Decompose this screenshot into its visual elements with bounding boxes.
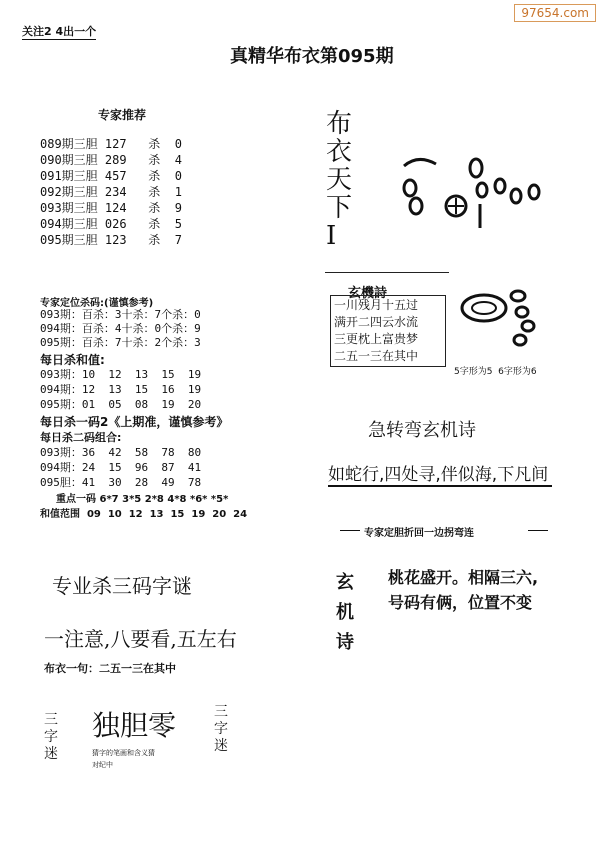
daily-sum-row: 093期：10 12 13 15 19 [40, 368, 202, 381]
key-code: 重点一码 6*7 3*5 2*8 4*8 *6* *5* [56, 494, 229, 505]
poem-caption: 5字形为5 6字形为6 [454, 367, 537, 377]
expert-table [40, 136, 182, 248]
riddle-right-label: 三 字 迷 [214, 704, 228, 754]
daily-two-row: 094期：24 15 96 87 41 [40, 461, 202, 474]
poem-line: 二五一三在其中 [334, 349, 419, 363]
site-watermark: 97654.com [514, 4, 596, 22]
poem-rule [325, 272, 449, 273]
daily-sum-list [40, 367, 201, 412]
expert-row: 093期三胆 124 杀 9 [40, 201, 182, 215]
daily-sum-row: 095期：01 05 08 19 20 [40, 398, 202, 411]
expert-row: 089期三胆 127 杀 0 [40, 137, 182, 151]
riddle-line: 一注意,八要看,五左右 [44, 627, 237, 651]
expert-line: 专家定胆折回一边拐弯连 [364, 528, 474, 539]
daily-two-list [40, 445, 201, 490]
expert-header: 专家推荐 [98, 108, 147, 122]
daily-two-row: 095胆：41 30 28 49 78 [40, 476, 202, 489]
position-kill-list [40, 308, 201, 350]
poem-line: 三更枕上富贵梦 [334, 332, 419, 346]
riddle-note-line1: 猜字的笔画和含义猜 [92, 749, 155, 757]
sum-range: 和值范围 09 10 12 13 15 19 20 24 [40, 509, 248, 520]
expert-line-wrap [340, 524, 548, 539]
expert-row: 095期三胆 123 杀 7 [40, 233, 182, 247]
daily-one-header: 每日杀一码2《上期准，谨慎参考》 [40, 415, 229, 429]
page-title: 真精华布衣第095期 [230, 46, 394, 67]
xuanji-line1: 桃花盛开。相隔三六, [388, 568, 539, 587]
daily-two-row: 093期：36 42 58 78 80 [40, 446, 202, 459]
buyi-vertical-title: 布 衣 天 下 I [326, 109, 353, 251]
riddle-left-label: 三 字 迷 [44, 712, 58, 762]
riddle-title: 专业杀三码字谜 [52, 574, 192, 598]
spin-title: 急转弯玄机诗 [368, 420, 476, 441]
position-kill-row: 095期：百杀：7十杀：2个杀：3 [40, 336, 201, 349]
position-kill-header: 专家定位杀码:(谨慎参考) [40, 298, 154, 309]
position-kill-row: 094期：百杀：4十杀：0个杀：9 [40, 322, 201, 335]
expert-row: 091期三胆 457 杀 0 [40, 169, 182, 183]
poem-box [330, 295, 446, 367]
riddle-phrase: 如蛇行,四处寻,伴似海,下凡间 [328, 460, 552, 487]
poem-header: 玄機詩 [348, 286, 388, 301]
expert-row: 092期三胆 234 杀 1 [40, 185, 182, 199]
chain-doodle-icon [398, 152, 548, 234]
poem-line: 满开二四云水流 [334, 315, 419, 329]
daily-sum-header: 每日杀和值: [40, 353, 105, 367]
position-kill-row: 093期：百杀：3十杀：7个杀：0 [40, 308, 201, 321]
daily-two-header: 每日杀二码组合: [40, 431, 122, 444]
daily-sum-row: 094期：12 13 15 16 19 [40, 383, 202, 396]
riddle-center: 独胆零 [92, 709, 177, 742]
xuanji-line2: 号码有俩，位置不变 [388, 593, 533, 612]
top-note: 关注2 4出一个 [22, 25, 97, 38]
riddle-note-line2: 对纪中 [92, 761, 113, 769]
coil-doodle-icon [460, 286, 560, 350]
expert-row: 094期三胆 026 杀 5 [40, 217, 182, 231]
xuanji-vertical-title: 玄 机 诗 [336, 572, 354, 653]
riddle-saying: 布衣一句：二五一三在其中 [44, 662, 176, 675]
poem-line: 一川残月十五过 [334, 298, 419, 312]
expert-row: 090期三胆 289 杀 4 [40, 153, 182, 167]
